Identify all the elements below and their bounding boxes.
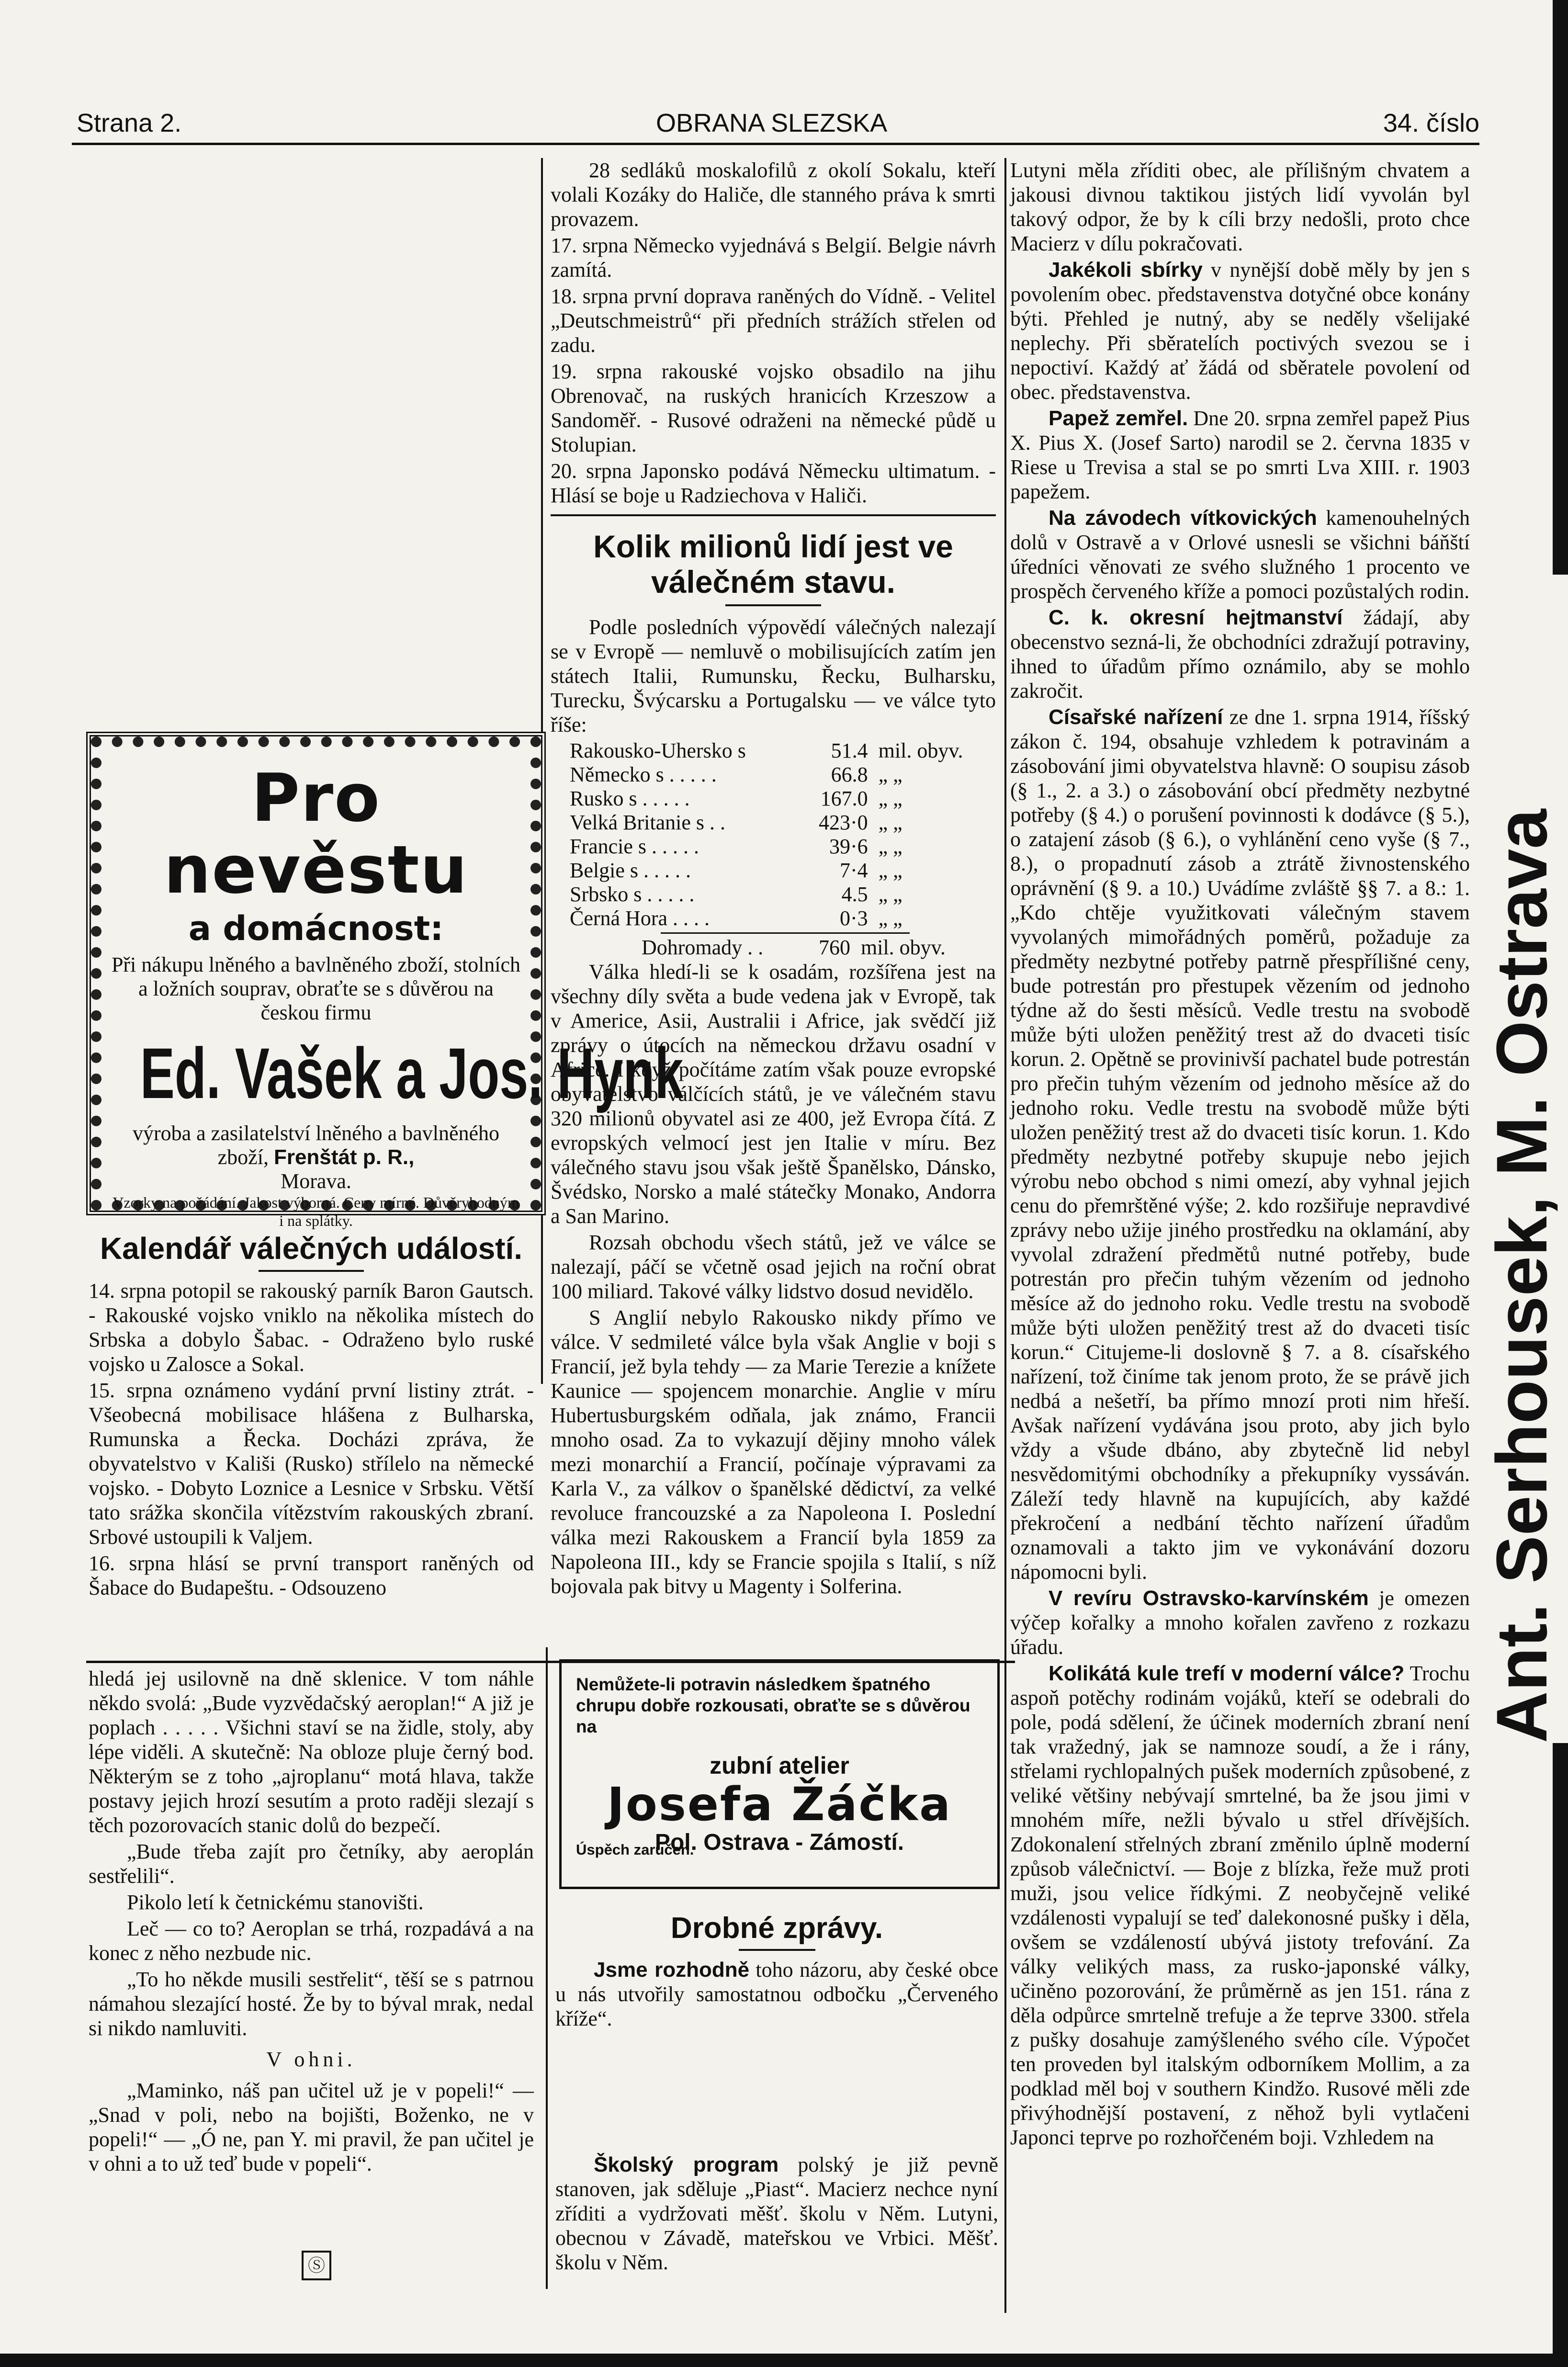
value-cell: 4.5 <box>841 883 868 906</box>
feuilleton-paragraph: hledá jej usilovně na dně sklenice. V tom náhle někdo svolá: „Bude vyzvědačský aeroplan!“ A již je poplach . . . . . Všichni staví se na židle, stoly, aby lépe viděli. A skutečně: Na obloze pluje černý bod. Některým se z toho „ajroplanu“ motá hlava, takže postavy jejich hrozí sesutím a proto raději slezají s těch pozorovacích stanic dolů do bezpečí. <box>89 1667 534 1837</box>
ad-address: Pol. Ostrava - Zámostí. <box>654 1830 904 1855</box>
table-row <box>570 859 968 883</box>
feuilleton-subhead: V ohni. <box>266 2048 356 2071</box>
unit-cell: mil. obyv. <box>878 739 963 762</box>
table-row <box>570 936 950 960</box>
country-cell: Německo s . . . . . <box>570 763 717 786</box>
article-paragraph: S Anglií nebylo Rakousko nikdy přímo ve válce. V sedmileté válce byla však Anglie v boji s Francií, jež byla tehdy — za Marie Terezie a knížete Kaunice — spojencem monarchie. Anglie v míru Hubertusburgském odňala, jak známo, Francii mnoho osad. Za to vykazují dějiny mnoho válek mezi monarchií a Francií, počínaje výpravami za Karla V., za válkov o španělské dědictví, za velké revoluce francouzské a za Napoleona I. Poslední válka mezi Rakouskem a Francií byla 1859 za Napoleona III., kdy se Francie spojila s Italií, s níž bojovala pak bitvy u Magenty i Solferina. <box>551 1306 996 1598</box>
feuilleton-paragraph: Leč — co to? Aeroplan se trhá, rozpadává a na konec z něho nezbude nic. <box>89 1917 534 1965</box>
ad-subheading: zubní atelier <box>710 1752 849 1779</box>
table-row <box>570 787 968 811</box>
calendar-section <box>89 1231 534 1602</box>
calendar-item: 16. srpna hlásí se první transport raněných od Šabace do Budapeštu. - Odsouzeno <box>89 1552 534 1599</box>
page-number: Strana 2. <box>77 109 182 137</box>
news-text: ze dne 1. srpna 1914, říšský zákon č. 194, obsahuje vzhledem k potravinám a zásobování jimi obyvatelstva hlavně: O soupisu zásob (§ 1., 2. a 3.) o zásobování obcí předměty nezbytné potřeby (§ 4.) o porušení povinnosti k dodávce (§ 5.), o zatajení zásob (§ 6.), o vyhlánění ceno vyše (§ 7., 8.), o propadnutí zásob a ztrátě živnostenského oprávnění (§ 9. a 10.) Uvádíme zvláště §§ 7. a 8.: 1. „Kdo chtěje využitkovati válečným stavem vyvolaných mimořádných poměrů, požaduje za předměty nezbytné potřeby patrně přespřílišné ceny, bude potrestán pro přestupek vězením od jednoho týdne až do šesti měsíců. Vedle trestu na svobodě může býti uložen peněžitý trest až do dvaceti tisíc korun. 2. Opětně se provinivší pachatel bude potrestán pro přečin tuhým vězením od jednoho měsíce až do jednoho roku. Vedle trestu na svobodě může býti uložen peněžitý trest až do dvaceti tisíc korun. 1. Kdo předměty nezbytné potřeby skupuje nebo jejich výrobu nebo obchod s nimi omezí, aby vyhnal jejich cenu do přemrštěné výše; 2. kdo rozšiřuje nepravdivé zprávy nebo užije jiného prostředku na oklamání, aby vyvolal zdražení předmětů nutné potřeby, bude potrestán pro přečin tuhým vězením od jednoho měsíce až do jednoho roku. Vedle trestu na svobodě může býti uložen peněžitý trest až do dvaceti tisíc korun.“ Citujeme-li doslovně § 7. a 8. císařského nařízení, tož činíme tak jenom proto, že se právě jich nedbá a nešetří, ba přímo mnozí proti nim hřeší. Avšak nařízení vydávána jsou proto, aby jich bylo vždy a všude dbáno, aby zbytečně lid nebyl nesvědomitými obchodníky a překupníky vyssáván. Záleží tedy hlavně na kupujících, aby každé překročení a nedbání těchto nařízení úřadům oznamovali a takto jim ve vykonávání dozoru nápomocni byli. <box>1010 705 1470 1584</box>
article-paragraph: Rozsah obchodu všech států, jež ve válce se nalezají, páčí se včetně osad jejich na roční obrat 100 miliard. Takové války lidstvo dosud nevidělo. <box>551 1231 996 1303</box>
ad-firm-name: Ed. Vašek a Jos. Hynk <box>140 1033 684 1113</box>
population-table <box>570 739 968 930</box>
calendar-item: 18. srpna první doprava raněných do Vídně. - Velitel „Deutschmeistrů“ při předních strážích střelen od zadu. <box>551 284 996 357</box>
news-lead: V revíru Ostravsko-karvínském <box>1049 1586 1369 1610</box>
section-divider <box>551 514 996 516</box>
news-text: polský je již pevně stanoven, jak sděluje „Piast“. Macierz nechce nyní zříditi a vydržovati měšť. školu v Něm. Lutyni, obecnou v Závadě, mateřskou ve Vrbici. Měšť. školu v Něm. <box>555 2153 999 2274</box>
table-row <box>570 906 968 930</box>
section-title: Drobné zprávy. <box>670 1912 883 1945</box>
news-item <box>555 1958 998 2031</box>
column-4 <box>1010 158 1470 2152</box>
news-lead: Jsme rozhodně <box>594 1958 750 1982</box>
unit-cell: „ „ <box>878 835 902 858</box>
article-paragraph: Válka hledí-li se k osadám, rozšířena jest na všechny díly světa a bude vedena jak v Evropě, tak v Americe, Asii, Australii i Africe, jak svědčí již zprávy o útocích na německou državu osadní v Africe. I když počítáme zatím však pouze evropské obyvatelstvo válčících států, je ve válečném stavu 320 milionů obyvatel asi ze 400, jež Evropa čítá. Z evropských velmocí jest jen Italie v míru. Bez válečného stavu jsou však ještě Španělsko, Dánsko, Švédsko, Norsko a malé státečky Monako, Andorra a San Marino. <box>551 960 996 1228</box>
total-value: 760 <box>819 936 850 959</box>
country-cell: Rusko s . . . . . <box>570 787 690 810</box>
drobne-zpravy <box>555 1911 998 2276</box>
country-cell: Srbsko s . . . . . <box>570 883 695 906</box>
feuilleton-paragraph: Pikolo letí k četnickému stanovišti. <box>127 1891 424 1914</box>
headline-divider <box>725 604 821 606</box>
population-total <box>570 936 950 960</box>
news-text: v nynější době měly by jen s povolením obec. představenstva dotyčné obce konány býti. Přehled je nutný, aby se neděly všelijaké neplechy. Při sběratelích poctivých svezou se i nepoctiví. Každý ať žádá od sběratele povolení od obec. představenstva. <box>1010 258 1470 404</box>
ad-text: Při nákupu lněného a bavlněného zboží, stolních a ložních souprav, obraťte se s důvěrou na českou firmu <box>111 953 521 1024</box>
news-text: Dne 20. srpna zemřel papež Pius X. Pius X. (Josef Sarto) narodil se 2. června 1835 v Riese u Trevisa a stal se po smrti Lva XIII. r. 1903 papežem. <box>1010 407 1470 503</box>
value-cell: 39·6 <box>829 835 868 858</box>
country-cell: Černá Hora . . . . <box>570 906 710 930</box>
news-item <box>1010 605 1470 703</box>
total-label: Dohromady . . <box>642 936 764 959</box>
calendar-title: Kalendář válečných událostí. <box>100 1231 523 1266</box>
ad-guarantee: Úspěch zaručen. <box>576 1841 694 1858</box>
feuilleton-paragraph: „Bude třeba zajít pro četníky, aby aeroplán sestřelili“. <box>89 1840 534 1888</box>
ad-heading: Nemůžete-li potravin následkem špatného chrupu dobře rozkousati, obraťte se s důvěrou na <box>576 1675 970 1736</box>
unit-cell: „ „ <box>878 859 902 882</box>
issue-number: 34. číslo <box>1383 109 1479 137</box>
feuilleton-paragraph: „Maminko, náš pan učitel už je v popeli!“ — „Snad v poli, nebo na bojišti, Boženko, ne v popeli!“ — „Ó ne, pan Y. mi pravil, že pan učitel je v ohni a to už teď bude v popeli“. <box>89 2079 534 2175</box>
value-cell: 0·3 <box>840 906 868 930</box>
header-rule <box>72 143 1479 145</box>
news-item <box>1010 506 1470 603</box>
advertisement-zacek <box>559 1659 1000 1889</box>
value-cell: 423·0 <box>819 811 868 834</box>
table-row <box>570 835 968 859</box>
unit-cell: „ „ <box>878 811 902 834</box>
news-item <box>555 2152 998 2275</box>
news-item <box>1010 705 1470 1584</box>
value-cell: 167.0 <box>820 787 868 810</box>
column-rule-2 <box>1004 158 1006 2313</box>
news-text: Trochu aspoň potěchy rodinám vojáků, kteří se odebrali do pole, podá sdělení, že účinek moderních zbraní není tak vražedný, jak se namnoze soudí, a že i rány, střelami rychlopalných pušek moderních způsobené, z veliké většiny nebývají smrtelné, ba že jsou jimi v mnohém míře, nežli bývalo u střel dřívějších. Zdokonalení střelných zbraní změnilo úplně moderní způsob válečnictví. — Boje z blízka, řeže muž proti muži, jsou velice řídkými. Z neobyčejně veliké vzdálenosti vypalují se teď dalekonosné pušky i děla, ovšem se vzdáleností ubývá jistoty trefování. Za války velikých mass, za rusko-japonské války, učiněno pozorování, že průměrně as jen 151. rána z děla odpůrce smrtelně trefuje a že teprve 3300. střela z pušky dosahuje zamýšleného svého cíle. Výpočet ten proveden byl italským odborníkem Mollim, a za podklad měl boj v southern Kindžo. Rusové měli zde přivýhodnější postavení, z něhož byli vytlačeni Japonci teprve po rozhořčeném boji. Vzhledem na <box>1010 1662 1470 2149</box>
value-cell: 7·4 <box>840 859 868 882</box>
country-cell: Rakousko-Uhersko s <box>570 739 746 762</box>
country-cell: Francie s . . . . . <box>570 835 699 858</box>
calendar-item: 19. srpna rakouské vojsko obsadilo na jihu Obrenovač, na ruských hranicích Krzeszow a Sandoměř. - Rusové odraženi na německé půdě u Stolupian. <box>551 360 996 456</box>
news-item <box>1010 1661 1470 2150</box>
news-lead: Školský program <box>594 2153 779 2176</box>
ad-products: výroba a zasilatelství lněného a bavlněného zboží, <box>132 1121 500 1169</box>
table-row <box>570 883 968 906</box>
country-cell: Velká Britanie s . . <box>570 811 726 834</box>
monogram-icon: Ⓢ <box>302 2251 331 2280</box>
table-row <box>570 811 968 835</box>
news-item <box>1010 406 1470 504</box>
news-lead: Císařské nařízení <box>1049 705 1223 729</box>
calendar-continued <box>551 158 996 1600</box>
ad-name: Josefa Žáčka <box>607 1778 952 1831</box>
news-item <box>1010 1586 1470 1659</box>
unit-cell: „ „ <box>878 883 902 906</box>
spacer <box>555 2033 998 2152</box>
feuilleton-paragraph: „To ho někde musili sestřelit“, těší se s patrnou námahou slezající hosté. Že by to býval mrak, nedal si nikdo namluviti. <box>89 1968 534 2040</box>
article-headline: Kolik milionů lidí jest ve válečném stavu. <box>593 529 953 600</box>
ad-text-2 <box>110 1121 522 1193</box>
feuilleton <box>89 1666 534 2178</box>
news-text: žádají, aby obecenstvo sezná-li, že obchodníci zdražují potraviny, ihned to úřadům přímo oznámilo, aby se mohlo zakročit. <box>1010 606 1470 702</box>
table-row <box>570 739 968 763</box>
ad-subtitle: a domácnost: <box>188 909 444 948</box>
country-cell: Belgie s . . . . . <box>570 859 691 882</box>
news-lead: Na závodech vítkovických <box>1049 506 1317 530</box>
unit-cell: „ „ <box>878 787 902 810</box>
table-row <box>570 763 968 787</box>
article-paragraph: Podle posledních výpovědí válečných nalezají se v Evropě — nemluvě o mobilisujících zatím jen státech Italii, Rumunsku, Řecku, Bulharsku, Turecku, Švýcarsku a Portugalsku — ve válce tyto říše: <box>551 615 996 736</box>
news-item: Lutyni měla zříditi obec, ale přílišným chvatem a jakousi divnou taktikou jistých lidí vyvolán byl takový odpor, že by k cíli brzy nedošli, proto chce Macierz v dílu pokračovati. <box>1010 159 1470 255</box>
vertical-strip <box>1475 575 1568 1743</box>
calendar-item: 20. srpna Japonsko podává Německu ultimatum. - Hlásí se boje u Radziechova v Haliči. <box>551 459 996 507</box>
ad-title: Pro nevěstu <box>164 759 468 908</box>
scan-edge-bottom <box>0 2354 1568 2367</box>
value-cell: 66.8 <box>831 763 868 786</box>
total-rule <box>661 932 910 934</box>
news-item <box>1010 258 1470 404</box>
unit-cell: „ „ <box>878 906 902 930</box>
news-text: toho názoru, aby české obce u nás utvořily samostatnou odbočku „Červeného kříže“. <box>555 1958 998 2030</box>
headline-divider <box>739 1949 815 1951</box>
total-unit: mil. obyv. <box>861 936 946 959</box>
news-lead: Jakékoli sbírky <box>1049 258 1203 282</box>
page-header <box>77 108 1479 142</box>
calendar-item: 15. srpna oznámeno vydání první listiny ztrát. - Všeobecná mobilisace hlášena z Bulharska, Rumunska a Řecka. Docházi zpráva, že obyvatelstvo v Kališi (Rusko) střílelo na německé vojsko. - Dobyto Loznice a Lesnice v Srbsku. Větší tato srážka skončila vítězstvím rakouských zbraní. Srbové ustoupili k Valjem. <box>89 1379 534 1549</box>
news-lead: C. k. okresní hejtmanství <box>1049 606 1343 629</box>
ad-region: Morava. <box>281 1169 351 1193</box>
news-text: je omezen výčep kořalky a mnoho kořalen zavřeno z rozkazu úřadu. <box>1010 1586 1470 1659</box>
calendar-item: 14. srpna potopil se rakouský parník Baron Gautsch. - Rakouské vojsko vniklo na několika místech do Srbska a dobylo Šabac. - Odraženo bylo ruské vojsko u Zalosce a Sokal. <box>89 1279 534 1376</box>
news-lead: Kolikátá kule trefí v moderní válce? <box>1049 1662 1405 1685</box>
masthead-title: OBRANA SLEZSKA <box>656 109 888 137</box>
calendar-item: 17. srpna Německo vyjednává s Belgií. Belgie návrh zamítá. <box>551 234 996 282</box>
news-text: kamenouhelných dolů v Ostravě a v Orlové usnesli se všichni báňští úředníci věnovati ze svého služného 1 procento ve prospěch červeného kříže a pomoci pozůstalých rodin. <box>1010 506 1470 603</box>
headline-divider <box>259 1270 364 1272</box>
column-rule-3 <box>546 1647 548 2289</box>
calendar-item: 28 sedláků moskalofilů z okolí Sokalu, kteří volali Kozáky do Haliče, dle stanného práva k smrti provazem. <box>551 159 996 231</box>
ad-place: Frenštát p. R., <box>273 1145 415 1169</box>
value-cell: 51.4 <box>831 739 868 762</box>
news-lead: Papež zemřel. <box>1049 407 1188 430</box>
unit-cell: „ „ <box>878 763 902 786</box>
ad-small-print: Vzorky na požádání. Jakost výborná. Ceny mírné. Důvěryhodným i na splátky. <box>113 1194 519 1229</box>
vertical-advert-text: Ant. Serhousek, M. Ostrava <box>1481 809 1562 1743</box>
